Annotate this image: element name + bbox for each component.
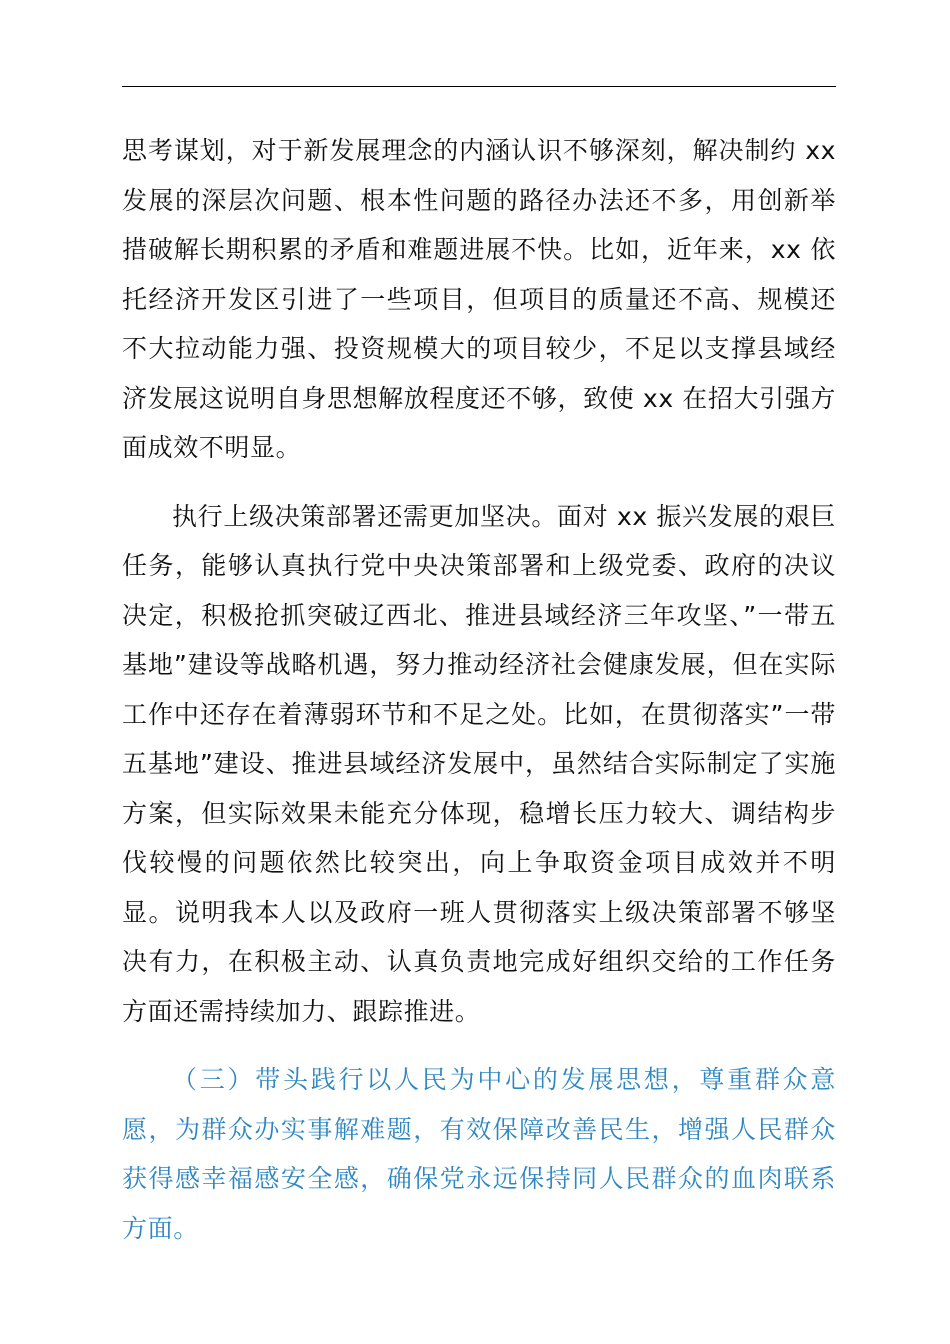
section-heading: （三）带头践行以人民为中心的发展思想，尊重群众意愿，为群众办实事解难题，有效保障改善民生，增强人民群众获得感幸福感安全感，确保党永远保持同人民群众的血肉联系方面。 [122,1065,836,1243]
header-rule [122,86,836,87]
paragraph-execution: 执行上级决策部署还需更加坚决。面对 xx 振兴发展的艰巨任务，能够认真执行党中央决策部署和上级党委、政府的决议决定，积极抢抓突破辽西北、推进县域经济三年攻坚、”一带五基地”建设等战略机遇，努力推动经济社会健康发展，但在实际工作中还存在着薄弱环节和不足之处。比如，在贯彻落实”一带五基地”建设、推进县域经济发展中，虽然结合实际制定了实施方案，但实际效果未能充分体现，稳增长压力较大、调结构步伐较慢的问题依然比较突出，向上争取资金项目成效并不明显。说明我本人以及政府一班人贯彻落实上级决策部署不够坚决有力，在积极主动、认真负责地完成好组织交给的工作任务方面还需持续加力、跟踪推进。 [122,501,836,1026]
paragraph-continuation: 思考谋划，对于新发展理念的内涵认识不够深刻，解决制约 xx 发展的深层次问题、根本性问题的路径办法还不多，用创新举措破解长期积累的矛盾和难题进展不快。比如，近年来，xx 依托经济开发区引进了一些项目，但项目的质量还不高、规模还不大拉动能力强、投资规模大的项目较少，不足以支撑县域经济发展这说明自身思想解放程度还不够，致使 xx 在招大引强方面成效不明显。 [122,136,836,462]
document-body [122,126,836,1253]
